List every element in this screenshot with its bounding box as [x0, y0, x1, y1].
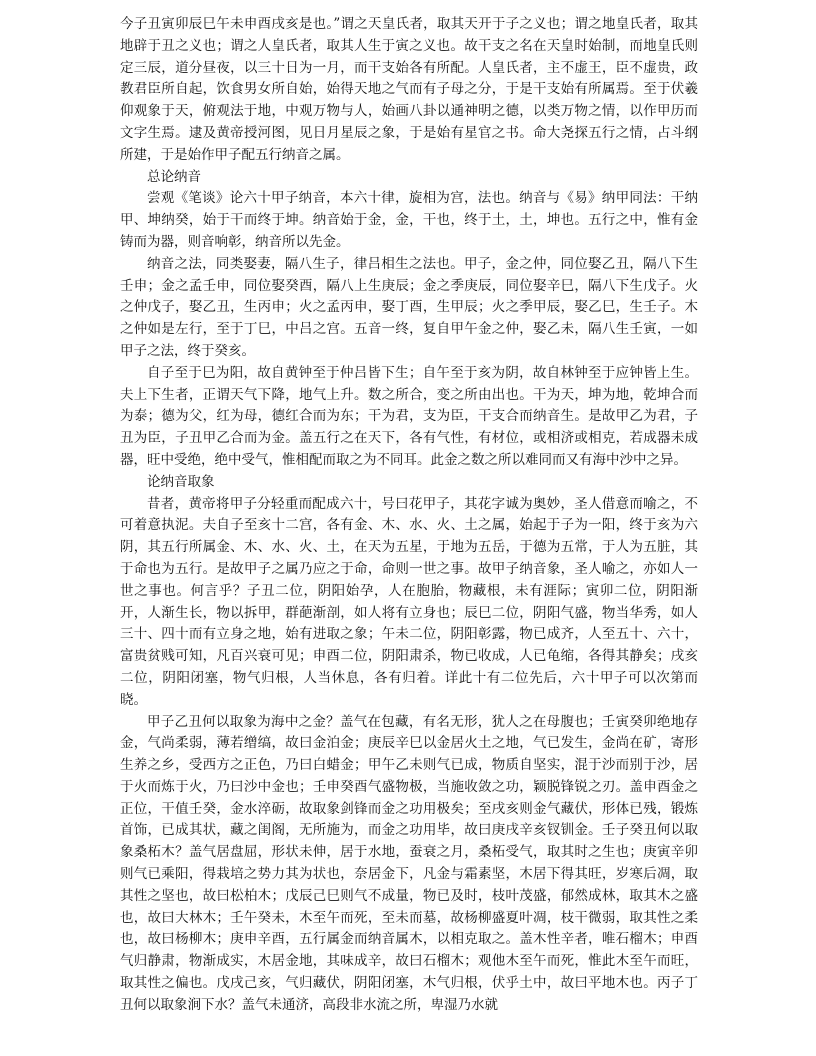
- intro-paragraph: 今子丑寅卯辰巳午未申酉戌亥是也。”谓之天皇氏者，取其天开于子之义也；谓之地皇氏者，取其地辟于丑之义也；谓之人皇氏者，取其人生于寅之义也。故干支之名在天皇时始制，而地皇氏则定三辰，道分昼夜，以三十日为一月，而干支始各有所配。人皇氏者，主不虚王，臣不虚贵，政教君臣所自起，饮食男女所自始，始得天地之气而有子母之分，于是干支始有所属焉。至于伏羲仰观象于天，俯观法于地，中观万物与人，始画八卦以通神明之德，以类万物之情，以作甲历而文字生焉。逮及黄帝授河图，见日月星辰之象，于是始有星官之书。命大尧探五行之情，占斗纲所建，于是始作甲子配五行纳音之属。: [120, 16, 698, 163]
- body-paragraph: 昔者，黄帝将甲子分轻重而配成六十，号曰花甲子，其花字诚为奥妙，圣人借意而喻之，不可着意执泥。夫自子至亥十二宫，各有金、木、水、火、土之属，始起于子为一阳，终于亥为六阴，其五行所属金、木、水、火、土，在天为五星，于地为五岳，于德为五常，于人为五脏，其于命也为五行。是故甲子之属乃应之于命，命则一世之事。故甲子纳音象，圣人喻之，亦如人一世之事也。何言乎？子丑二位，阴阳始孕，人在胞胎，物藏根，未有涯际；寅卯二位，阴阳渐开，人渐生长，物以拆甲，群葩渐剖，如人将有立身也；辰巳二位，阴阳气盛，物当华秀，如人三十、四十而有立身之地，始有进取之象；午未二位，阴阳彰露，物已成齐，人至五十、六十，富贵贫贱可知，凡百兴衰可见；申酉二位，阴阳肃杀，物已收成，人已龟缩，各得其静矣；戌亥二位，阴阳闭塞，物气归根，人当休息，各有归着。详此十有二位先后，六十甲子可以次第而晓。: [120, 495, 698, 708]
- body-paragraph: 尝观《笔谈》论六十甲子纳音，本六十律，旋相为宫，法也。纳音与《易》纳甲同法：干纳甲、坤纳癸，始于干而终于坤。纳音始于金，金，干也，终于土，土，坤也。五行之中，惟有金铸而为器，则音响彰，纳音所以先金。: [120, 190, 698, 250]
- body-paragraph: 纳音之法，同类娶妻，隔八生子，律吕相生之法也。甲子，金之仲，同位娶乙丑，隔八下生壬申；金之孟壬申，同位娶癸酉，隔八上生庚辰；金之季庚辰，同位娶辛巳，隔八下生戊子。火之仲戊子，娶乙丑，生丙申；火之孟丙申，娶丁酉，生甲辰；火之季甲辰，娶乙巳，生壬子。木之仲如是左行，至于丁巳，中吕之宫。五音一终，复自甲午金之仲，娶乙未，隔八生壬寅，一如甲子之法，终于癸亥。: [120, 255, 698, 359]
- section-heading-imagery: 论纳音取象: [147, 473, 215, 490]
- document-page: [120, 14, 698, 1017]
- body-paragraph: 自子至于巳为阳，故自黄钟至于仲吕皆下生；自午至于亥为阴，故自林钟至于应钟皆上生。夫上下生者，正谓天气下降，地气上升。数之所合，变之所由出也。干为天，坤为地，乾坤合而为泰；德为父，红为母，德红合而为东；干为君，支为臣，干支合而纳音生。是故甲乙为君，子丑为臣，子丑甲乙合而为金。盖五行之在天下，各有气性，有材位，或相济或相克，若成器未成器，旺中受绝，绝中受气，惟相配而取之为不同耳。此金之数之所以难同而又有海中沙中之异。: [120, 364, 698, 468]
- body-paragraph: 甲子乙丑何以取象为海中之金？盖气在包藏，有名无形，犹人之在母腹也；壬寅癸卯绝地存金，气尚柔弱，薄若缯缟，故曰金泊金；庚辰辛巳以金居火土之地，气已发生，金尚在矿，寄形生养之乡，受西方之正色，乃曰白蜡金；甲午乙未则气已成，物质自坚实，混于沙而别于沙，居于火而炼于火，乃曰沙中金也；壬申癸酉气盛物极，当施收敛之功，颖脱锋锐之刃。盖申酉金之正位，干值壬癸，金水淬砺，故取象剑锋而金之功用极矣；至戌亥则金气藏伏，形体已残，锻炼首饰，已成其状，藏之闺阁，无所施为，而金之功用毕，故曰庚戌辛亥钗钏金。壬子癸丑何以取象桑柘木？盖气居盘屈，形状未伸，居于水地，蚕衰之月，桑柘受气，取其时之生也；庚寅辛卯则气已乘阳，得栽培之势力其为状也，奈居金下，凡金与霜素坚，木居下得其旺，岁寒后凋，取其性之坚也，故曰松柏木；戊辰己巳则气不成量，物已及时，枝叶茂盛，郁然成林，取其木之盛也，故曰大林木；壬午癸未，木至午而死，至未而墓，故杨柳盛夏叶凋，枝干微弱，取其性之柔也，故曰杨柳木；庚申辛酉，五行属金而纳音属木，以相克取之。盖木性辛者，唯石榴木；申酉气归静肃，物渐成实，木居金地，其味成辛，故曰石榴木；观他木至午而死，惟此木至午而旺，取其性之偏也。戊戌己亥，气归藏伏，阴阳闭塞，木气归根，伏乎土中，故曰平地木也。丙子丁丑何以取象涧下水？盖气未通济，高段非水流之所，卑湿乃水就: [120, 713, 698, 1013]
- section-heading-general: 总论纳音: [147, 168, 201, 185]
